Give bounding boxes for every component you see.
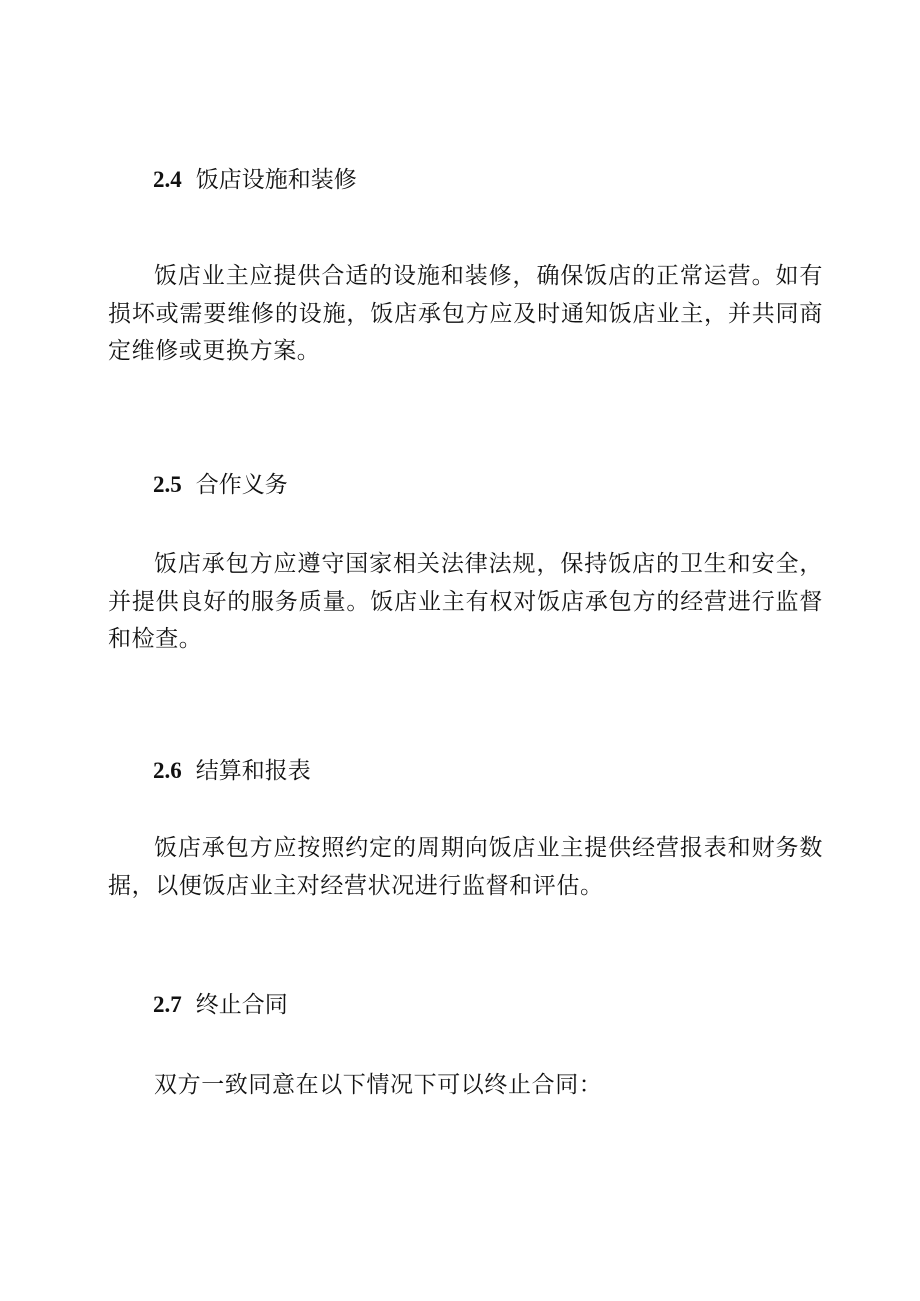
section-title: 饭店设施和装修: [195, 167, 357, 193]
section-body-2-5: 饭店承包方应遵守国家相关法律法规，保持饭店的卫生和安全，并提供良好的服务质量。饭店业主有权对饭店承包方的经营进行监督和检查。: [108, 551, 823, 652]
section-heading-2-4: [153, 165, 357, 195]
section-body-2-7: 双方一致同意在以下情况下可以终止合同：: [154, 1072, 603, 1098]
section-heading-2-6: [153, 756, 311, 786]
section-heading-2-5: [153, 470, 288, 500]
section-number: 2.4: [153, 167, 182, 192]
section-number: 2.6: [153, 758, 182, 783]
section-title: 合作义务: [195, 472, 288, 498]
section-body-2-6: 饭店承包方应按照约定的周期向饭店业主提供经营报表和财务数据，以便饭店业主对经营状况进行监督和评估。: [108, 835, 823, 899]
section-body-2-4: 饭店业主应提供合适的设施和装修，确保饭店的正常运营。如有损坏或需要维修的设施，饭店承包方应及时通知饭店业主，并共同商定维修或更换方案。: [108, 263, 823, 364]
section-number: 2.5: [153, 472, 182, 497]
section-number: 2.7: [153, 992, 182, 1017]
section-title: 终止合同: [195, 992, 288, 1018]
section-heading-2-7: [153, 990, 288, 1020]
section-title: 结算和报表: [195, 758, 311, 784]
